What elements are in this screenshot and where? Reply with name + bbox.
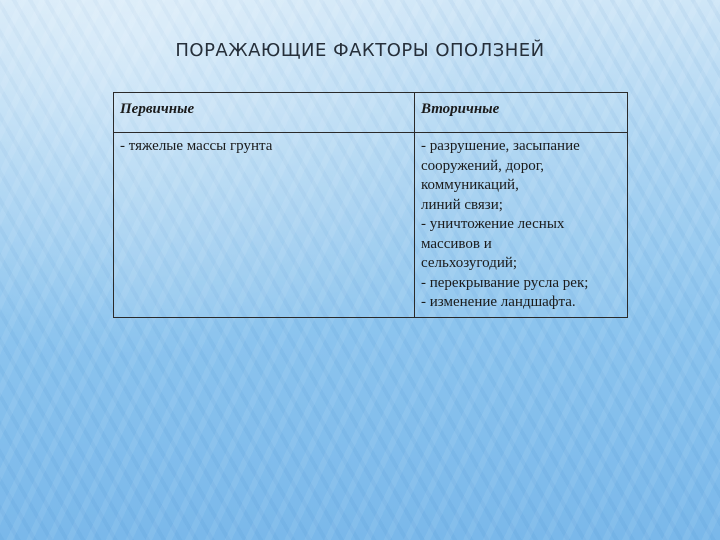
primary-cell [114, 133, 415, 318]
secondary-line: - разрушение, засыпание [421, 138, 580, 154]
secondary-line: сооружений, дорог, коммуникаций, [421, 157, 545, 193]
header-secondary: Вторичные [415, 93, 628, 133]
factors-table-wrapper [113, 92, 628, 318]
table-header-row [114, 93, 628, 133]
secondary-line: - изменение ландшафта. [421, 294, 576, 310]
factors-table [113, 92, 628, 318]
secondary-line: - уничтожение лесных массивов и [421, 216, 565, 252]
table-row [114, 133, 628, 318]
slide-title: ПОРАЖАЮЩИЕ ФАКТОРЫ ОПОЛЗНЕЙ [175, 40, 545, 61]
secondary-cell [415, 133, 628, 318]
secondary-line: линий связи; [421, 196, 503, 213]
header-primary: Первичные [114, 93, 415, 133]
primary-line: - тяжелые массы грунта [120, 138, 273, 154]
secondary-line: сельхозугодий; [421, 255, 518, 271]
secondary-line: - перекрывание русла рек; [421, 274, 589, 291]
